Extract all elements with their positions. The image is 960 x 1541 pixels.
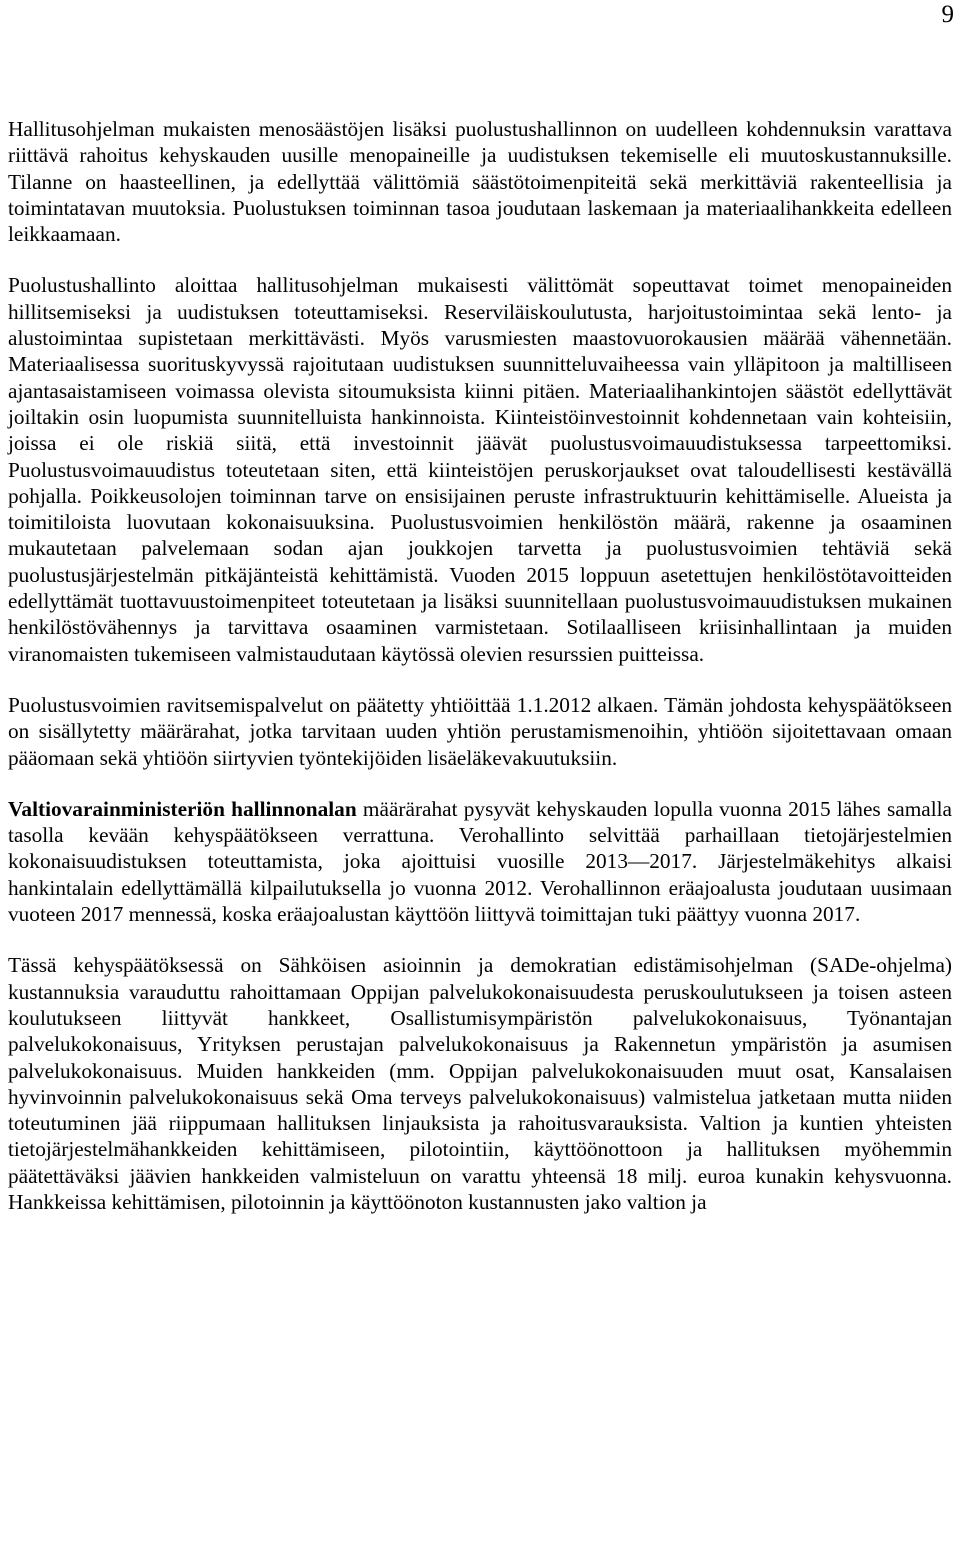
paragraph-body-text: määrärahat pysyvät kehyskauden lopulla vuonna 2015 lähes samalla tasolla kevään kehyspäätökseen verrattuna. Verohallinto selvittää parhaillaan tietojärjestelmien kokonaisuudistuksen toteuttamista, joka ajoittuisi vuosille 2013—2017. Järjestelmäkehitys alkaisi hankintalain edellyttämällä kilpailutuksella jo vuonna 2012. Verohallinnon eräajoalusta joudutaan uusimaan vuoteen 2017 mennessä, koska eräajoalustan käyttöön liittyvä toimittajan tuki päättyy vuonna 2017. (8, 796, 952, 927)
paragraph-sade-programme: Tässä kehyspäätöksessä on Sähköisen asioinnin ja demokratian edistämisohjelman (SADe-ohjelma) kustannuksia varauduttu rahoittamaan Oppijan palvelukokonaisuudesta peruskoulutukseen ja toisen asteen koulutukseen liittyvät hankkeet, Osallistumisympäristön palvelukokonaisuus, Työnantajan palvelukokonaisuus, Yrityksen perustajan palvelukokonaisuus ja Rakennetun ympäristön ja asumisen palvelukokonaisuus. Muiden hankkeiden (mm. Oppijan palvelukokonaisuuden muut osat, Kansalaisen hyvinvoinnin palvelukokonaisuus sekä Oma terveys palvelukokonaisuus) valmistelua jatketaan mutta niiden toteutuminen jää riippumaan hallituksen linjauksista ja rahoitusvarauksista. Valtion ja kuntien yhteisten tietojärjestelmähankkeiden kehittämiseen, pilotointiin, käyttöönottoon ja hallituksen myöhemmin päätettäväksi jäävien hankkeiden valmisteluun on varattu yhteensä 18 milj. euroa kunakin kehysvuonna. Hankkeissa kehittämisen, pilotoinnin ja käyttöönoton kustannusten jako valtion ja (8, 953, 952, 1214)
document-body (8, 116, 952, 1215)
paragraph-lead-heading: Valtiovarainministeriön hallinnonalan (8, 796, 357, 821)
page-number: 9 (941, 1, 954, 28)
paragraph-defense-measures: Puolustushallinto aloittaa hallitusohjelman mukaisesti välittömät sopeuttavat toimet menopaineiden hillitsemiseksi ja uudistuksen toteuttamiseksi. Reserviläiskoulutusta, harjoitustoimintaa sekä lento- ja alustoimintaa supistetaan merkittävästi. Myös varusmiesten maastovuorokausien määrää vähennetään. Materiaalisessa suorituskyvyssä rajoitutaan uudistuksen suunnitteluvaiheessa vain ylläpitoon ja maltilliseen ajantasaistamiseen voimassa olevista sitoumuksista kiinni pitäen. Materiaalihankintojen säästöt edellyttävät joiltakin osin luopumista suunnitelluista hankinnoista. Kiinteistöinvestoinnit kohdennetaan vain kohteisiin, joissa ei ole riskiä siitä, että investoinnit jäävät puolustusvoimauudistuksessa tarpeettomiksi. Puolustusvoimauudistus toteutetaan siten, että kiinteistöjen peruskorjaukset ovat taloudellisesti kestävällä pohjalla. Poikkeusolojen toiminnan tarve on ensisijainen peruste infrastruktuurin kehittämiselle. Alueista ja toimitiloista luovutaan kokonaisuuksina. Puolustusvoimien henkilöstön määrä, rakenne ja osaaminen mukautetaan palvelemaan sodan ajan joukkojen tarvetta ja puolustusvoimien tehtäviä sekä puolustusjärjestelmän pitkäjänteistä kehittämistä. Vuoden 2015 loppuun asetettujen henkilöstötavoitteiden edellyttämät tuottavuustoimenpiteet toteutetaan ja lisäksi suunnitellaan puolustusvoimauudistuksen mukainen henkilöstövähennys ja tarvittava osaaminen varmistetaan. Sotilaalliseen kriisinhallintaan ja muiden viranomaisten tukemiseen valmistaudutaan käytössä olevien resurssien puitteissa. (8, 273, 952, 666)
paragraph-catering-services: Puolustusvoimien ravitsemispalvelut on päätetty yhtiöittää 1.1.2012 alkaen. Tämän johdosta kehyspäätökseen on sisällytetty määrärahat, jotka tarvitaan uuden yhtiön perustamismenoihin, yhtiöön sijoitettavaan omaan pääomaan sekä yhtiöön siirtyvien työntekijöiden lisäeläkevakuutuksiin. (8, 692, 952, 770)
paragraph-finance-ministry (8, 796, 952, 927)
paragraph-defense-savings: Hallitusohjelman mukaisten menosäästöjen lisäksi puolustushallinnon on uudelleen kohdennuksin varattava riittävä rahoitus kehyskauden uusille menopaineille ja uudistuksen tekemiselle eli muutoskustannuksille. Tilanne on haasteellinen, ja edellyttää välittömiä säästötoimenpiteitä sekä merkittäviä rakenteellisia ja toimintatavan muutoksia. Puolustuksen toiminnan tasoa joudutaan laskemaan ja materiaalihankkeita edelleen leikkaamaan. (8, 117, 952, 247)
